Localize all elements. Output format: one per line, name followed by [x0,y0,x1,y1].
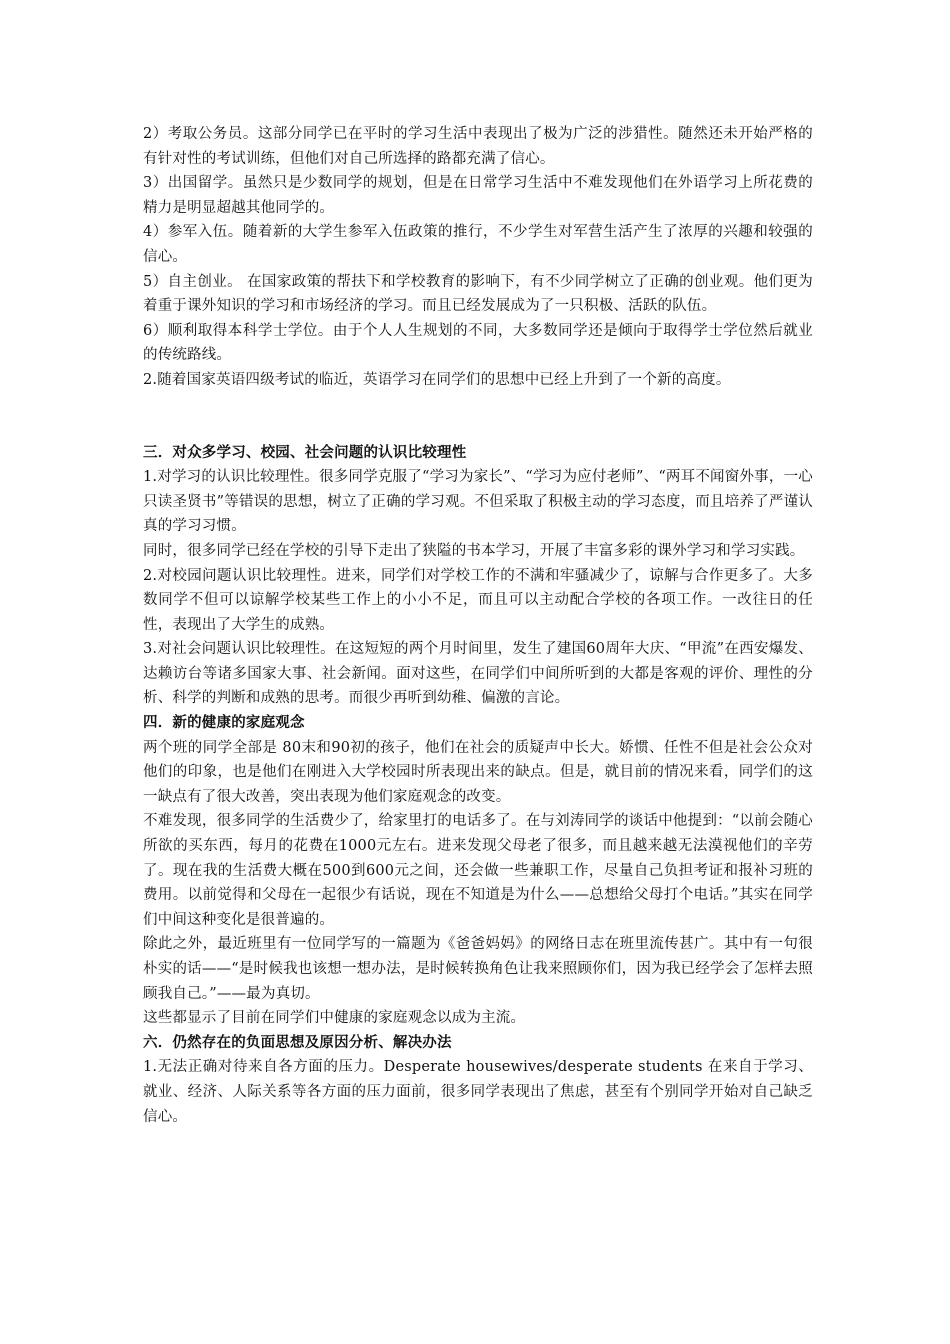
section3-paragraph: 2.对校园问题认识比较理性。进来，同学们对学校工作的不满和牢骚减少了，谅解与合作更多了。大多数同学不但可以谅解学校某些工作上的小小不足，而且可以主动配合学校的各项工作。一改往日的任性，表现出了大学生的成熟。 [143,567,813,633]
career-item-military: 4）参军入伍。随着新的大学生参军入伍政策的推行，不少学生对军营生活产生了浓厚的兴趣和较强的信心。 [143,224,813,265]
section-spacer [143,393,813,441]
career-item-study-abroad: 3）出国留学。虽然只是少数同学的规划，但是在日常学习生活中不难发现他们在外语学习上所花费的精力是明显超越其他同学的。 [143,175,813,216]
section3-paragraph: 1.对学习的认识比较理性。很多同学克服了“学习为家长”、“学习为应付老师”、“两耳不闻窗外事，一心只读圣贤书”等错误的思想，树立了正确的学习观。不但采取了积极主动的学习态度，而且培养了严谨认真的学习习惯。 [143,469,813,535]
career-item-civil-service: 2）考取公务员。这部分同学已在平时的学习生活中表现出了极为广泛的涉猎性。随然还未开始严格的有针对性的考试训练，但他们对自己所选择的路都充满了信心。 [143,126,813,167]
section3-heading: 三．对众多学习、校园、社会问题的认识比较理性 [143,443,467,461]
document-page [143,122,813,1129]
career-item-entrepreneurship: 5）自主创业。 在国家政策的帮扶下和学校教育的影响下，有不少同学树立了正确的创业观。他们更为着重于课外知识的学习和市场经济的学习。而且已经发展成为了一只积极、活跃的队伍。 [143,273,813,315]
english-study-paragraph: 2.随着国家英语四级考试的临近，英语学习在同学们的思想中已经上升到了一个新的高度。 [143,371,731,388]
section3-paragraph: 3.对社会问题认识比较理性。在这短短的两个月时间里，发生了建国60周年大庆、“甲流”在西安爆发、达赖访台等诸多国家大事、社会新闻。面对这些，在同学们中间所听到的大都是客观的评价、理性的分析、科学的判断和成熟的思考。而很少再听到幼稚、偏激的言论。 [143,641,813,707]
section6-paragraph: 1.无法正确对待来自各方面的压力。Desperate housewives/desperate students 在来自于学习、就业、经济、人际关系等各方面的压力面前，很多同学表现出了焦虑，甚至有个别同学开始对自己缺乏信心。 [143,1059,813,1125]
section4-heading: 四．新的健康的家庭观念 [143,714,305,732]
career-item-degree: 6）顺利取得本科学士学位。由于个人人生规划的不同，大多数同学还是倾向于取得学士学位然后就业的传统路线。 [143,322,813,364]
section4-paragraph: 两个班的同学全部是 80末和90初的孩子，他们在社会的质疑声中长大。娇惯、任性不但是社会公众对他们的印象，也是他们在刚进入大学校园时所表现出来的缺点。但是，就目前的情况来看，同学们的这一缺点有了很大改善，突出表现为他们家庭观念的改变。 [143,739,813,805]
section4-paragraph: 除此之外，最近班里有一位同学写的一篇题为《爸爸妈妈》的网络日志在班里流传甚广。其中有一句很朴实的话——“是时候我也该想一想办法，是时候转换角色让我来照顾你们，因为我已经学会了怎样去照顾我自己。”——最为真切。 [143,936,813,1002]
section4-paragraph: 这些都显示了目前在同学们中健康的家庭观念以成为主流。 [143,1010,526,1027]
section6-heading: 六．仍然存在的负面思想及原因分析、解决办法 [143,1033,452,1051]
section3-paragraph: 同时，很多同学已经在学校的引导下走出了狭隘的书本学习，开展了丰富多彩的课外学习和学习实践。 [143,542,805,559]
section4-paragraph: 不难发现，很多同学的生活费少了，给家里打的电话多了。在与刘涛同学的谈话中他提到：“以前会随心所欲的买东西，每月的花费在1000元左右。进来发现父母老了很多，而且越来越无法漠视他们的辛劳了。现在我的生活费大概在500到600元之间，还会做一些兼职工作，尽量自己负担考证和报补习班的费用。以前觉得和父母在一起很少有话说，现在不知道是为什么——总想给父母打个电话。”其实在同学们中间这种变化是很普遍的。 [143,813,813,928]
